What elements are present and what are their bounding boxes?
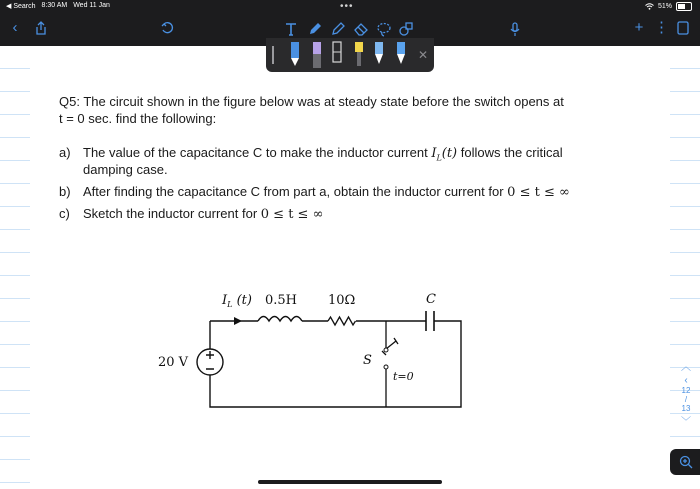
part-a-line2: damping case. (83, 162, 168, 177)
battery-icon (676, 2, 692, 11)
lasso-tool-icon[interactable] (376, 21, 392, 37)
part-c-label: c) (59, 206, 70, 221)
current-page-number: 12 (681, 386, 691, 395)
resistor-symbol (328, 317, 356, 325)
switch-time-label: t=0 (393, 370, 414, 383)
capacitor-label: C (426, 292, 436, 307)
prev-page-chevron-icon[interactable]: ‹ (684, 375, 688, 386)
part-b-text: After finding the capacitance C from part a, obtain the inductor current for 0 ≤ t ≤ ∞ (83, 184, 570, 200)
resistor-label: 10Ω (328, 293, 356, 308)
close-palette-icon[interactable]: ✕ (417, 48, 428, 62)
part-a-label: a) (59, 145, 71, 160)
home-indicator[interactable] (258, 480, 442, 484)
current-label: $I_L$ (t) (222, 293, 252, 309)
eraser-tool-icon[interactable] (353, 21, 369, 37)
zoom-button[interactable] (670, 449, 700, 475)
highlighter-tool-icon[interactable] (330, 21, 346, 37)
add-page-icon[interactable]: + (634, 19, 644, 36)
switch-label: S (363, 353, 372, 368)
page-navigator (676, 358, 696, 428)
battery-percent: 51% (657, 3, 672, 10)
question-intro-line2: t = 0 sec. find the following: (59, 111, 217, 126)
circuit-diagram (150, 285, 480, 415)
question-intro-line1: Q5: The circuit shown in the figure below was at steady state before the switch opens at (59, 94, 564, 109)
share-icon[interactable] (34, 21, 48, 35)
text-tool-icon[interactable] (283, 21, 299, 37)
inductor-symbol (258, 317, 302, 322)
shapes-tool-icon[interactable] (398, 21, 414, 37)
switch-symbol (382, 321, 398, 407)
wifi-icon (645, 3, 654, 10)
source-label: 20 V (158, 355, 189, 370)
more-options-icon[interactable]: ⋮ (654, 19, 669, 36)
page-up-chevron-icon[interactable]: ︿ (681, 362, 691, 373)
undo-icon[interactable] (160, 21, 174, 35)
back-to-search-link[interactable]: ◀ Search (6, 3, 36, 10)
part-c-text: Sketch the inductor current for 0 ≤ t ≤ ∞ (83, 206, 324, 222)
status-time: 8:30 AM (41, 2, 68, 9)
zoom-in-icon (679, 455, 693, 469)
current-arrow (234, 317, 242, 325)
wire-left (210, 321, 461, 407)
page-separator: / (684, 395, 688, 404)
page-overview-icon[interactable] (676, 21, 690, 35)
total-page-number: 13 (681, 404, 691, 413)
capacitor-symbol (426, 311, 434, 331)
microphone-icon[interactable] (507, 21, 523, 37)
part-a-line1: The value of the capacitance C to make the inductor current $I_L(t)$ follows the critical (83, 145, 563, 163)
page-down-chevron-icon[interactable]: ﹀ (681, 417, 691, 428)
pen-tool-icon[interactable] (307, 21, 323, 37)
status-date: Wed 11 Jan (73, 2, 110, 9)
inductor-label: 0.5H (265, 293, 298, 308)
part-b-label: b) (59, 184, 71, 199)
back-chevron-icon[interactable]: ‹ (12, 19, 18, 36)
status-bar (0, 0, 700, 14)
multitask-dots[interactable]: ••• (340, 1, 354, 12)
